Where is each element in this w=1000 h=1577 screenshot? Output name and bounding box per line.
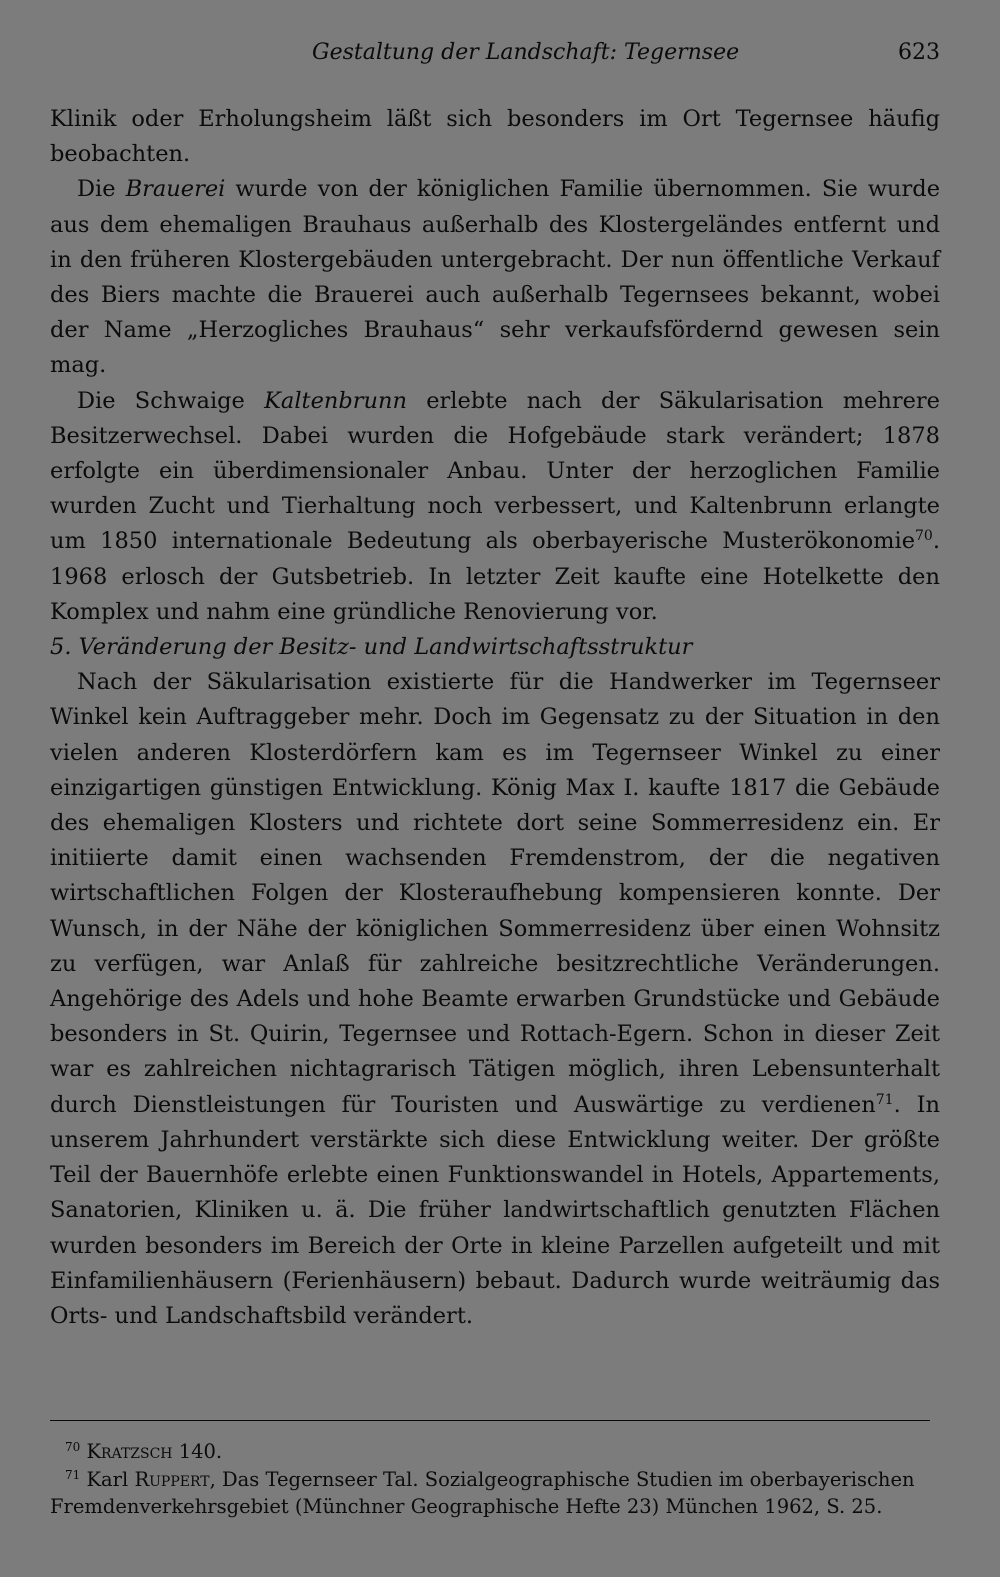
footnote-divider — [50, 1420, 930, 1421]
footnote-71 — [50, 1466, 940, 1521]
emphasis-term: Brauerei — [125, 176, 226, 203]
emphasis-term: Kaltenbrunn — [264, 387, 408, 414]
paragraph-continued — [50, 102, 940, 172]
footnote-text: Karl — [86, 1467, 135, 1491]
paragraph-besitzstruktur — [50, 665, 940, 1334]
footnote-author: Ruppert — [134, 1467, 210, 1491]
footnote-reference[interactable]: 70 — [915, 528, 933, 545]
footnote-reference[interactable]: 71 — [875, 1091, 894, 1108]
footnote-text: 140. — [172, 1440, 223, 1463]
paragraph-text: . In unserem Jahrhundert verstärkte sich diese Entwicklung weiter. Der größte Teil der Bauernhöfe erlebte einen Funktionswandel in Hotels, Appartements, Sanatorien, Kliniken u. ä. Die früher landwirtschaftlich genutzten Flächen wurden besonders im Bereich der Orte in kleine Parzellen aufgeteilt und mit Einfamilienhäusern (Ferienhäusern) bebaut. Dadurch wurde weiträumig das Orts- und Landschaftsbild verändert. — [50, 1091, 940, 1329]
paragraph-text: Nach der Säkularisation existierte für die Handwerker im Tegernseer Winkel kein Auftraggeber mehr. Doch im Gegensatz zu der Situation in den vielen anderen Klosterdörfern kam es im Tegernseer Winkel zu einer einzigartigen günstigen Entwicklung. König Max I. kaufte 1817 die Gebäude des ehemaligen Klosters und richtete dort seine Sommerresidenz ein. Er initiierte damit einen wachsenden Fremdenstrom, der die negativen wirtschaftlichen Folgen der Klosteraufhebung kompensieren konnte. Der Wunsch, in der Nähe der königlichen Sommerresidenz über einen Wohnsitz zu verfügen, war Anlaß für zahlreiche besitzrechtliche Veränderungen. Angehörige des Adels und hohe Beamte erwarben Grundstücke und Gebäude besonders in St. Quirin, Tegernsee und Rottach-Egern. Schon in dieser Zeit war es zahlreichen nichtagrarisch Tätigen möglich, ihren Lebensunterhalt durch Dienstleistungen für Touristen und Auswärtige zu verdienen — [50, 669, 940, 1118]
paragraph-text: . 1968 erlosch der Gutsbetrieb. In letzter Zeit kaufte eine Hotelkette den Komplex und nahm eine gründliche Renovierung vor. — [50, 528, 940, 625]
page-number: 623 — [898, 40, 940, 65]
paragraph-brauerei — [50, 172, 940, 383]
section-heading: 5. Veränderung der Besitz- und Landwirtschaftsstruktur — [50, 634, 693, 661]
paragraph-text: wurde von der königlichen Familie übernommen. Sie wurde aus dem ehemaligen Brauhaus außerhalb des Klostergeländes entfernt und in den früheren Klostergebäuden untergebracht. Der nun öffentliche Verkauf des Biers machte die Brauerei auch außerhalb Tegernsees bekannt, wobei der Name „Herzogliches Brauhaus“ sehr verkaufsfördernd gewesen sein mag. — [50, 176, 941, 379]
footnote-mark: 70 — [65, 1440, 81, 1454]
paragraph-text: erlebte nach der Säkularisation mehrere Besitzerwechsel. Dabei wurden die Hofgebäude stark verändert; 1878 erfolgte ein überdimensionaler Anbau. Unter der herzoglichen Familie wurden Zucht und Tierhaltung noch verbessert, und Kaltenbrunn erlangte um 1850 internationale Bedeutung als oberbayerische Musterökonomie — [50, 387, 940, 555]
footnote-70 — [50, 1438, 940, 1466]
running-title: Gestaltung der Landschaft: Tegernsee — [312, 40, 740, 65]
paragraph-text: Die Schwaige — [77, 387, 265, 414]
paragraph-text: Klinik oder Erholungsheim läßt sich besonders im Ort Tegernsee häufig beobachten. — [50, 106, 940, 168]
paragraph-text: Die — [77, 176, 126, 203]
paragraph-kaltenbrunn — [50, 384, 940, 630]
running-header — [50, 40, 940, 74]
footnote-text: , Das Tegernseer Tal. Sozialgeographische Studien im oberbayerischen Fremdenverkehrsgebiet (Münchner Geographische Hefte 23) München 1962, S. 25. — [50, 1467, 915, 1518]
footnotes — [50, 1438, 940, 1521]
main-text — [50, 102, 940, 1334]
footnote-author: Kratzsch — [86, 1440, 173, 1463]
footnote-mark: 71 — [65, 1467, 81, 1482]
